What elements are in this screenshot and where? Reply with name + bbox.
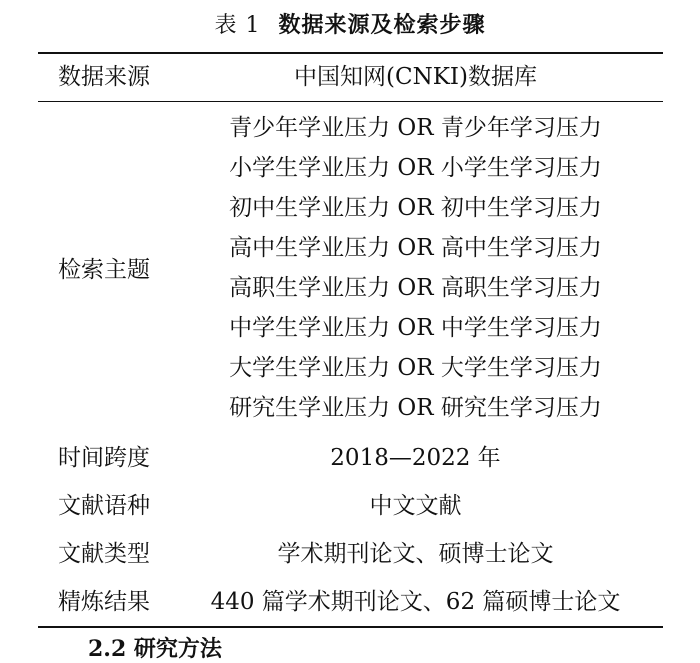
timespan-value: 2018—2022 年 xyxy=(330,445,501,471)
table-number: 表 1 xyxy=(214,13,261,38)
topic-item: 中学生学业压力 OR 中学生学习压力 xyxy=(229,315,602,341)
table-caption: 数据来源及检索步骤 xyxy=(278,12,486,38)
table-header-rule xyxy=(38,101,663,102)
topic-item: 高中生学业压力 OR 高中生学习压力 xyxy=(229,235,602,261)
source-label: 数据来源 xyxy=(58,64,150,90)
topic-item: 初中生学业压力 OR 初中生学习压力 xyxy=(229,195,602,221)
table-bottom-rule xyxy=(38,626,663,628)
language-label: 文献语种 xyxy=(58,493,150,519)
table-top-rule xyxy=(38,52,663,54)
language-value: 中文文献 xyxy=(369,493,462,519)
refined-value: 440 篇学术期刊论文、62 篇硕博士论文 xyxy=(210,589,621,615)
timespan-label: 时间跨度 xyxy=(58,445,150,471)
topic-item: 青少年学业压力 OR 青少年学习压力 xyxy=(229,115,602,141)
topics-list xyxy=(168,114,663,434)
topic-item: 高职生学业压力 OR 高职生学习压力 xyxy=(229,275,602,301)
source-value: 中国知网(CNKI)数据库 xyxy=(294,64,537,90)
table-title xyxy=(0,8,700,39)
topic-item: 研究生学业压力 OR 研究生学习压力 xyxy=(229,395,602,421)
refined-label: 精炼结果 xyxy=(58,589,150,615)
doctype-value: 学术期刊论文、硕博士论文 xyxy=(277,541,554,567)
doctype-label: 文献类型 xyxy=(58,541,150,567)
topic-item: 大学生学业压力 OR 大学生学习压力 xyxy=(229,355,602,381)
topic-item: 小学生学业压力 OR 小学生学习压力 xyxy=(229,155,602,181)
section-heading-cut: 2.2 研究方法 xyxy=(88,636,222,662)
topics-label: 检索主题 xyxy=(58,257,150,283)
